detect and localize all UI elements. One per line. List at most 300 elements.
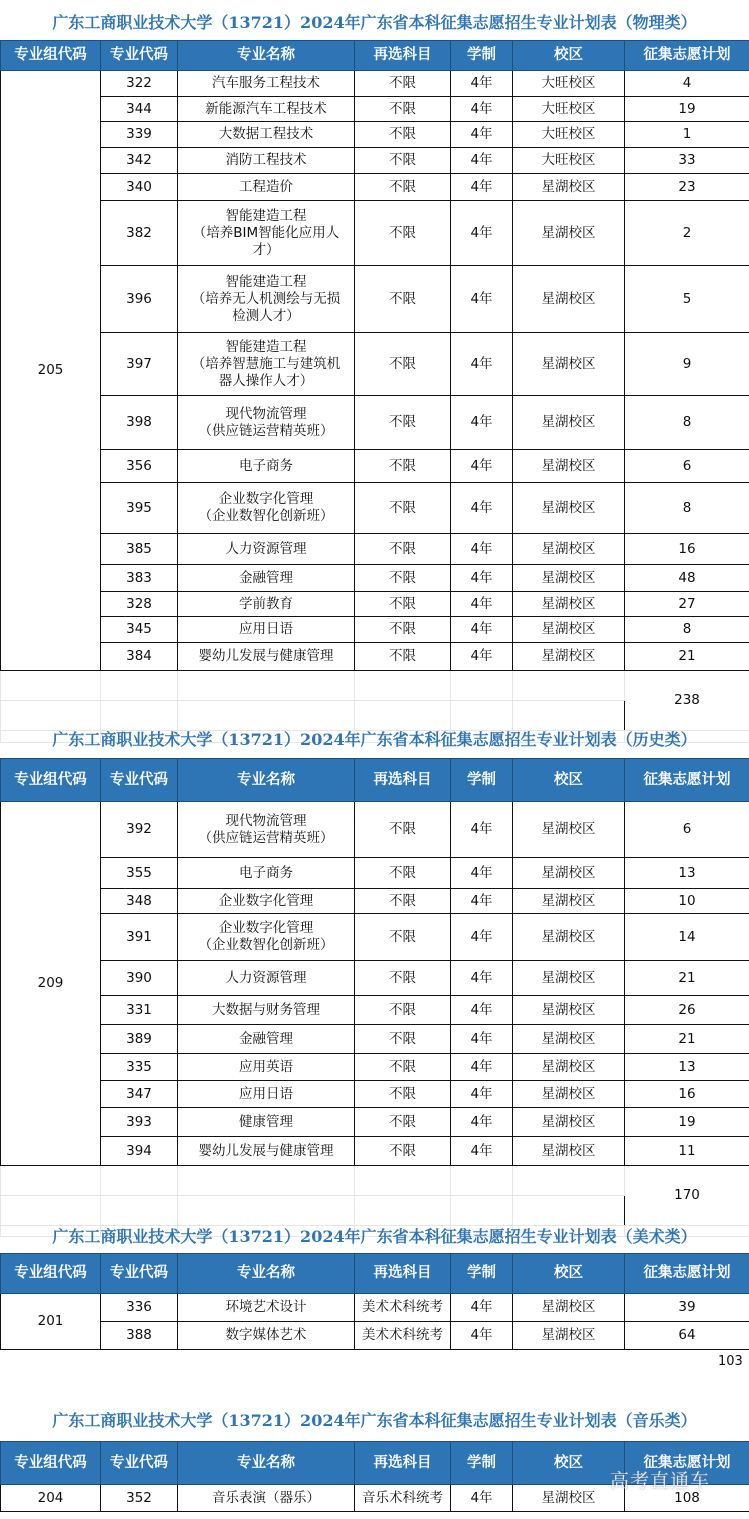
total-cell: 170 xyxy=(625,1166,749,1226)
major-name-line: 消防工程技术 xyxy=(225,152,307,168)
major-name-line: （培养无人机测绘与无损 xyxy=(191,290,341,307)
blank-cell xyxy=(1,1196,101,1226)
subject-cell: 不限 xyxy=(355,266,451,333)
column-header: 专业名称 xyxy=(178,1442,355,1485)
major-name-cell xyxy=(178,889,355,914)
major-code-cell: 347 xyxy=(101,1081,178,1108)
subject-cell: 不限 xyxy=(355,617,451,643)
major-name-line: 金融管理 xyxy=(239,1030,293,1047)
major-name-cell xyxy=(178,1294,355,1322)
major-name-line: 应用英语 xyxy=(239,1058,293,1075)
major-name-line: （企业数智化创新班） xyxy=(198,508,334,524)
plan-cell: 21 xyxy=(625,643,749,671)
major-name-cell xyxy=(178,71,355,97)
campus-cell: 星湖校区 xyxy=(513,996,625,1025)
table-row xyxy=(1,534,749,565)
column-header: 再选科目 xyxy=(355,41,451,71)
column-header: 征集志愿计划 xyxy=(625,1442,749,1485)
major-code-cell: 328 xyxy=(101,592,178,617)
major-code-cell: 398 xyxy=(101,396,178,450)
column-header: 专业名称 xyxy=(178,41,355,71)
major-name-line: 大数据与财务管理 xyxy=(212,1001,320,1018)
years-cell: 4年 xyxy=(451,1081,513,1108)
blank-cell xyxy=(355,701,451,731)
campus-cell: 星湖校区 xyxy=(513,174,625,201)
blank-cell xyxy=(355,1166,451,1196)
table-row xyxy=(1,201,749,266)
table-row xyxy=(1,122,749,148)
table-row xyxy=(1,996,749,1025)
campus-cell: 大旺校区 xyxy=(513,71,625,97)
years-cell: 4年 xyxy=(451,1322,513,1350)
years-cell: 4年 xyxy=(451,201,513,266)
plan-cell: 19 xyxy=(625,1108,749,1137)
major-name-line: 电子商务 xyxy=(239,864,293,881)
plan-cell: 8 xyxy=(625,617,749,643)
subject-cell: 不限 xyxy=(355,534,451,565)
major-name-line: （供应链运营精英班） xyxy=(198,422,334,439)
major-name-cell xyxy=(178,1137,355,1166)
campus-cell: 星湖校区 xyxy=(513,858,625,889)
major-name-line: 企业数字化管理 xyxy=(218,892,314,909)
years-cell: 4年 xyxy=(451,1108,513,1137)
plan-cell: 13 xyxy=(625,858,749,889)
years-cell: 4年 xyxy=(451,1485,513,1512)
blank-cell xyxy=(178,1166,355,1196)
plan-cell: 6 xyxy=(625,450,749,483)
major-code-cell: 385 xyxy=(101,534,178,565)
column-header: 专业组代码 xyxy=(1,1254,101,1294)
column-header: 专业代码 xyxy=(101,759,178,802)
major-name-cell xyxy=(178,802,355,858)
major-code-cell: 355 xyxy=(101,858,178,889)
campus-cell: 星湖校区 xyxy=(513,914,625,961)
blank-cell xyxy=(178,701,355,731)
blank-row xyxy=(1,671,749,701)
blank-cell xyxy=(451,671,513,701)
table-row xyxy=(1,97,749,122)
subject-cell: 不限 xyxy=(355,201,451,266)
campus-cell: 星湖校区 xyxy=(513,201,625,266)
subject-cell: 不限 xyxy=(355,1054,451,1081)
major-name-line: 健康管理 xyxy=(239,1113,293,1130)
plan-cell: 16 xyxy=(625,534,749,565)
subject-cell: 不限 xyxy=(355,914,451,961)
major-name-line: 汽车服务工程技术 xyxy=(212,75,320,91)
blank-cell xyxy=(355,671,451,701)
major-name-line: 婴幼儿发展与健康管理 xyxy=(198,1142,334,1159)
plan-cell: 33 xyxy=(625,148,749,174)
table-row xyxy=(1,266,749,333)
column-header: 专业代码 xyxy=(101,41,178,71)
subject-cell: 音乐术科统考 xyxy=(355,1485,451,1512)
years-cell: 4年 xyxy=(451,534,513,565)
major-name-line: 电子商务 xyxy=(239,457,293,474)
major-name-line: 现代物流管理 xyxy=(225,405,307,422)
column-header: 专业代码 xyxy=(101,1254,178,1294)
column-header: 专业组代码 xyxy=(1,41,101,71)
header-row xyxy=(1,759,749,802)
major-name-cell xyxy=(178,333,355,396)
table-row xyxy=(1,617,749,643)
campus-cell: 星湖校区 xyxy=(513,450,625,483)
campus-cell: 星湖校区 xyxy=(513,1108,625,1137)
major-name-line: 人力资源管理 xyxy=(225,540,307,557)
campus-cell: 星湖校区 xyxy=(513,266,625,333)
major-name-cell xyxy=(178,148,355,174)
major-name-cell xyxy=(178,914,355,961)
art-total: 103 xyxy=(718,1354,743,1369)
blank-cell xyxy=(513,1166,625,1196)
subject-cell: 不限 xyxy=(355,996,451,1025)
major-name-cell xyxy=(178,565,355,592)
plan-cell: 19 xyxy=(625,97,749,122)
major-name-cell xyxy=(178,1025,355,1054)
years-cell: 4年 xyxy=(451,396,513,450)
table-physics xyxy=(0,40,749,743)
major-name-line: 现代物流管理 xyxy=(225,812,307,829)
subject-cell: 不限 xyxy=(355,483,451,534)
major-name-line: （培养智慧施工与建筑机 xyxy=(191,355,341,372)
major-code-cell: 392 xyxy=(101,802,178,858)
major-name-cell xyxy=(178,858,355,889)
major-name-cell xyxy=(178,961,355,996)
plan-cell: 27 xyxy=(625,592,749,617)
major-code-cell: 395 xyxy=(101,483,178,534)
major-code-cell: 390 xyxy=(101,961,178,996)
column-header: 征集志愿计划 xyxy=(625,759,749,802)
table-row xyxy=(1,802,749,858)
subject-cell: 不限 xyxy=(355,643,451,671)
plan-cell: 39 xyxy=(625,1294,749,1322)
major-name-line: 检测人才） xyxy=(232,307,300,324)
subject-cell: 不限 xyxy=(355,148,451,174)
years-cell: 4年 xyxy=(451,643,513,671)
major-name-line: 企业数字化管理 xyxy=(218,491,314,507)
blank-cell xyxy=(1,701,101,731)
major-name-cell xyxy=(178,483,355,534)
subject-cell: 不限 xyxy=(355,1025,451,1054)
table-row xyxy=(1,450,749,483)
table-row xyxy=(1,333,749,396)
major-name-line: 智能建造工程 xyxy=(225,273,307,290)
plan-cell: 21 xyxy=(625,1025,749,1054)
years-cell: 4年 xyxy=(451,122,513,148)
major-code-cell: 397 xyxy=(101,333,178,396)
blank-cell xyxy=(451,1196,513,1226)
years-cell: 4年 xyxy=(451,1054,513,1081)
major-name-cell xyxy=(178,396,355,450)
subject-cell: 不限 xyxy=(355,1108,451,1137)
blank-cell xyxy=(101,1166,178,1196)
blank-cell xyxy=(178,1196,355,1226)
column-header: 校区 xyxy=(513,41,625,71)
years-cell: 4年 xyxy=(451,802,513,858)
major-name-line: 金融管理 xyxy=(239,569,293,586)
years-cell: 4年 xyxy=(451,1025,513,1054)
subject-cell: 不限 xyxy=(355,174,451,201)
subject-cell: 不限 xyxy=(355,889,451,914)
table-row xyxy=(1,1294,749,1322)
column-header: 专业代码 xyxy=(101,1442,178,1485)
major-name-line: 音乐表演（器乐） xyxy=(212,1489,320,1506)
plan-cell: 8 xyxy=(625,396,749,450)
campus-cell: 星湖校区 xyxy=(513,643,625,671)
column-header: 再选科目 xyxy=(355,759,451,802)
table-row xyxy=(1,565,749,592)
group-code-cell: 209 xyxy=(1,802,101,1166)
table-row xyxy=(1,396,749,450)
major-name-line: 婴幼儿发展与健康管理 xyxy=(198,648,334,664)
campus-cell: 星湖校区 xyxy=(513,1054,625,1081)
campus-cell: 星湖校区 xyxy=(513,534,625,565)
table-row xyxy=(1,889,749,914)
plan-cell: 16 xyxy=(625,1081,749,1108)
years-cell: 4年 xyxy=(451,450,513,483)
plan-cell: 26 xyxy=(625,996,749,1025)
major-name-line: 学前教育 xyxy=(239,595,293,612)
table-row xyxy=(1,592,749,617)
table-row xyxy=(1,961,749,996)
major-name-cell xyxy=(178,617,355,643)
blank-cell xyxy=(451,1166,513,1196)
major-name-line: 大数据工程技术 xyxy=(218,126,314,142)
years-cell: 4年 xyxy=(451,961,513,996)
major-code-cell: 336 xyxy=(101,1294,178,1322)
major-code-cell: 340 xyxy=(101,174,178,201)
major-name-line: （培养BIM智能化应用人 xyxy=(192,224,340,241)
blank-cell xyxy=(355,1196,451,1226)
group-code-cell: 204 xyxy=(1,1485,101,1512)
major-name-line: 工程造价 xyxy=(239,178,293,195)
column-header: 专业组代码 xyxy=(1,1442,101,1485)
column-header: 学制 xyxy=(451,1442,513,1485)
major-name-cell xyxy=(178,643,355,671)
column-header: 学制 xyxy=(451,759,513,802)
major-code-cell: 382 xyxy=(101,201,178,266)
plan-cell: 5 xyxy=(625,266,749,333)
major-name-line: 智能建造工程 xyxy=(225,338,307,355)
years-cell: 4年 xyxy=(451,858,513,889)
major-code-cell: 383 xyxy=(101,565,178,592)
plan-cell: 21 xyxy=(625,961,749,996)
table-history xyxy=(0,758,749,1237)
subject-cell: 不限 xyxy=(355,71,451,97)
years-cell: 4年 xyxy=(451,914,513,961)
plan-cell: 2 xyxy=(625,201,749,266)
header-row xyxy=(1,41,749,71)
table-row xyxy=(1,483,749,534)
major-name-cell xyxy=(178,1322,355,1350)
years-cell: 4年 xyxy=(451,889,513,914)
table-row xyxy=(1,1081,749,1108)
campus-cell: 星湖校区 xyxy=(513,889,625,914)
plan-cell: 64 xyxy=(625,1322,749,1350)
major-name-line: 应用日语 xyxy=(239,621,293,637)
years-cell: 4年 xyxy=(451,266,513,333)
major-name-cell xyxy=(178,1485,355,1512)
years-cell: 4年 xyxy=(451,592,513,617)
blank-cell xyxy=(178,671,355,701)
campus-cell: 星湖校区 xyxy=(513,1485,625,1512)
major-name-line: 智能建造工程 xyxy=(225,207,307,224)
blank-cell xyxy=(513,701,625,731)
plan-cell: 9 xyxy=(625,333,749,396)
header-row xyxy=(1,1254,749,1294)
column-header: 学制 xyxy=(451,1254,513,1294)
years-cell: 4年 xyxy=(451,565,513,592)
plan-cell: 108 xyxy=(625,1485,749,1512)
campus-cell: 星湖校区 xyxy=(513,483,625,534)
major-code-cell: 388 xyxy=(101,1322,178,1350)
campus-cell: 星湖校区 xyxy=(513,565,625,592)
major-name-cell xyxy=(178,201,355,266)
subject-cell: 不限 xyxy=(355,97,451,122)
years-cell: 4年 xyxy=(451,1137,513,1166)
column-header: 校区 xyxy=(513,1442,625,1485)
major-code-cell: 396 xyxy=(101,266,178,333)
plan-cell: 48 xyxy=(625,565,749,592)
major-name-line: 环境艺术设计 xyxy=(225,1299,307,1315)
blank-cell xyxy=(513,671,625,701)
total-cell: 238 xyxy=(625,671,749,731)
plan-cell: 8 xyxy=(625,483,749,534)
major-code-cell: 342 xyxy=(101,148,178,174)
major-code-cell: 389 xyxy=(101,1025,178,1054)
years-cell: 4年 xyxy=(451,333,513,396)
years-cell: 4年 xyxy=(451,996,513,1025)
subject-cell: 不限 xyxy=(355,122,451,148)
campus-cell: 大旺校区 xyxy=(513,97,625,122)
campus-cell: 星湖校区 xyxy=(513,1322,625,1350)
major-name-cell xyxy=(178,266,355,333)
major-name-cell xyxy=(178,97,355,122)
major-code-cell: 335 xyxy=(101,1054,178,1081)
blank-row xyxy=(1,1166,749,1196)
campus-cell: 星湖校区 xyxy=(513,1025,625,1054)
title-physics: 广东工商职业技术大学（13721）2024年广东省本科征集志愿招生专业计划表（物理类） xyxy=(52,13,697,32)
major-name-line: 才） xyxy=(252,241,280,258)
blank-cell xyxy=(451,701,513,731)
major-code-cell: 384 xyxy=(101,643,178,671)
campus-cell: 星湖校区 xyxy=(513,396,625,450)
major-name-line: 应用日语 xyxy=(239,1085,293,1102)
major-code-cell: 394 xyxy=(101,1137,178,1166)
major-code-cell: 345 xyxy=(101,617,178,643)
column-header: 专业名称 xyxy=(178,759,355,802)
major-name-cell xyxy=(178,592,355,617)
years-cell: 4年 xyxy=(451,1294,513,1322)
campus-cell: 星湖校区 xyxy=(513,1081,625,1108)
major-name-line: （供应链运营精英班） xyxy=(198,829,334,846)
major-name-line: 新能源汽车工程技术 xyxy=(205,100,327,117)
plan-cell: 4 xyxy=(625,71,749,97)
major-name-line: （企业数智化创新班） xyxy=(198,937,334,953)
group-code-cell: 201 xyxy=(1,1294,101,1350)
plan-cell: 10 xyxy=(625,889,749,914)
subject-cell: 不限 xyxy=(355,565,451,592)
major-code-cell: 322 xyxy=(101,71,178,97)
major-name-line: 数字媒体艺术 xyxy=(225,1327,307,1343)
subject-cell: 不限 xyxy=(355,396,451,450)
years-cell: 4年 xyxy=(451,97,513,122)
subject-cell: 不限 xyxy=(355,1137,451,1166)
table-row xyxy=(1,71,749,97)
major-name-line: 器人操作人才） xyxy=(218,372,314,389)
blank-cell xyxy=(101,1196,178,1226)
table-row xyxy=(1,1137,749,1166)
table-row xyxy=(1,1108,749,1137)
column-header: 学制 xyxy=(451,41,513,71)
table-row xyxy=(1,643,749,671)
plan-cell: 13 xyxy=(625,1054,749,1081)
years-cell: 4年 xyxy=(451,71,513,97)
table-row xyxy=(1,1322,749,1350)
subject-cell: 不限 xyxy=(355,1081,451,1108)
major-code-cell: 393 xyxy=(101,1108,178,1137)
major-code-cell: 331 xyxy=(101,996,178,1025)
title-art: 广东工商职业技术大学（13721）2024年广东省本科征集志愿招生专业计划表（美术类） xyxy=(52,1227,697,1246)
column-header: 校区 xyxy=(513,1254,625,1294)
column-header: 再选科目 xyxy=(355,1254,451,1294)
major-name-cell xyxy=(178,1054,355,1081)
column-header: 专业组代码 xyxy=(1,759,101,802)
years-cell: 4年 xyxy=(451,148,513,174)
campus-cell: 星湖校区 xyxy=(513,1294,625,1322)
title-history: 广东工商职业技术大学（13721）2024年广东省本科征集志愿招生专业计划表（历史类） xyxy=(52,730,697,749)
major-name-cell xyxy=(178,534,355,565)
major-code-cell: 391 xyxy=(101,914,178,961)
column-header: 征集志愿计划 xyxy=(625,1254,749,1294)
column-header: 校区 xyxy=(513,759,625,802)
title-music: 广东工商职业技术大学（13721）2024年广东省本科征集志愿招生专业计划表（音乐类） xyxy=(52,1411,697,1430)
blank-cell xyxy=(101,671,178,701)
column-header: 再选科目 xyxy=(355,1442,451,1485)
years-cell: 4年 xyxy=(451,174,513,201)
campus-cell: 星湖校区 xyxy=(513,333,625,396)
major-code-cell: 348 xyxy=(101,889,178,914)
campus-cell: 星湖校区 xyxy=(513,592,625,617)
column-header: 征集志愿计划 xyxy=(625,41,749,71)
column-header: 专业名称 xyxy=(178,1254,355,1294)
group-code-cell: 205 xyxy=(1,71,101,671)
subject-cell: 不限 xyxy=(355,802,451,858)
blank-cell xyxy=(101,701,178,731)
table-art xyxy=(0,1253,749,1350)
subject-cell: 不限 xyxy=(355,592,451,617)
major-name-cell xyxy=(178,122,355,148)
table-row xyxy=(1,1054,749,1081)
major-name-cell xyxy=(178,996,355,1025)
subject-cell: 美术术科统考 xyxy=(355,1322,451,1350)
major-code-cell: 344 xyxy=(101,97,178,122)
major-name-line: 人力资源管理 xyxy=(225,969,307,986)
table-row xyxy=(1,174,749,201)
subject-cell: 不限 xyxy=(355,333,451,396)
subject-cell: 不限 xyxy=(355,858,451,889)
campus-cell: 星湖校区 xyxy=(513,617,625,643)
table-row xyxy=(1,148,749,174)
major-name-cell xyxy=(178,174,355,201)
blank-cell xyxy=(1,671,101,701)
major-code-cell: 356 xyxy=(101,450,178,483)
table-row xyxy=(1,1025,749,1054)
major-name-cell xyxy=(178,450,355,483)
table-row xyxy=(1,858,749,889)
campus-cell: 星湖校区 xyxy=(513,961,625,996)
major-name-line: 企业数字化管理 xyxy=(218,920,314,936)
years-cell: 4年 xyxy=(451,483,513,534)
